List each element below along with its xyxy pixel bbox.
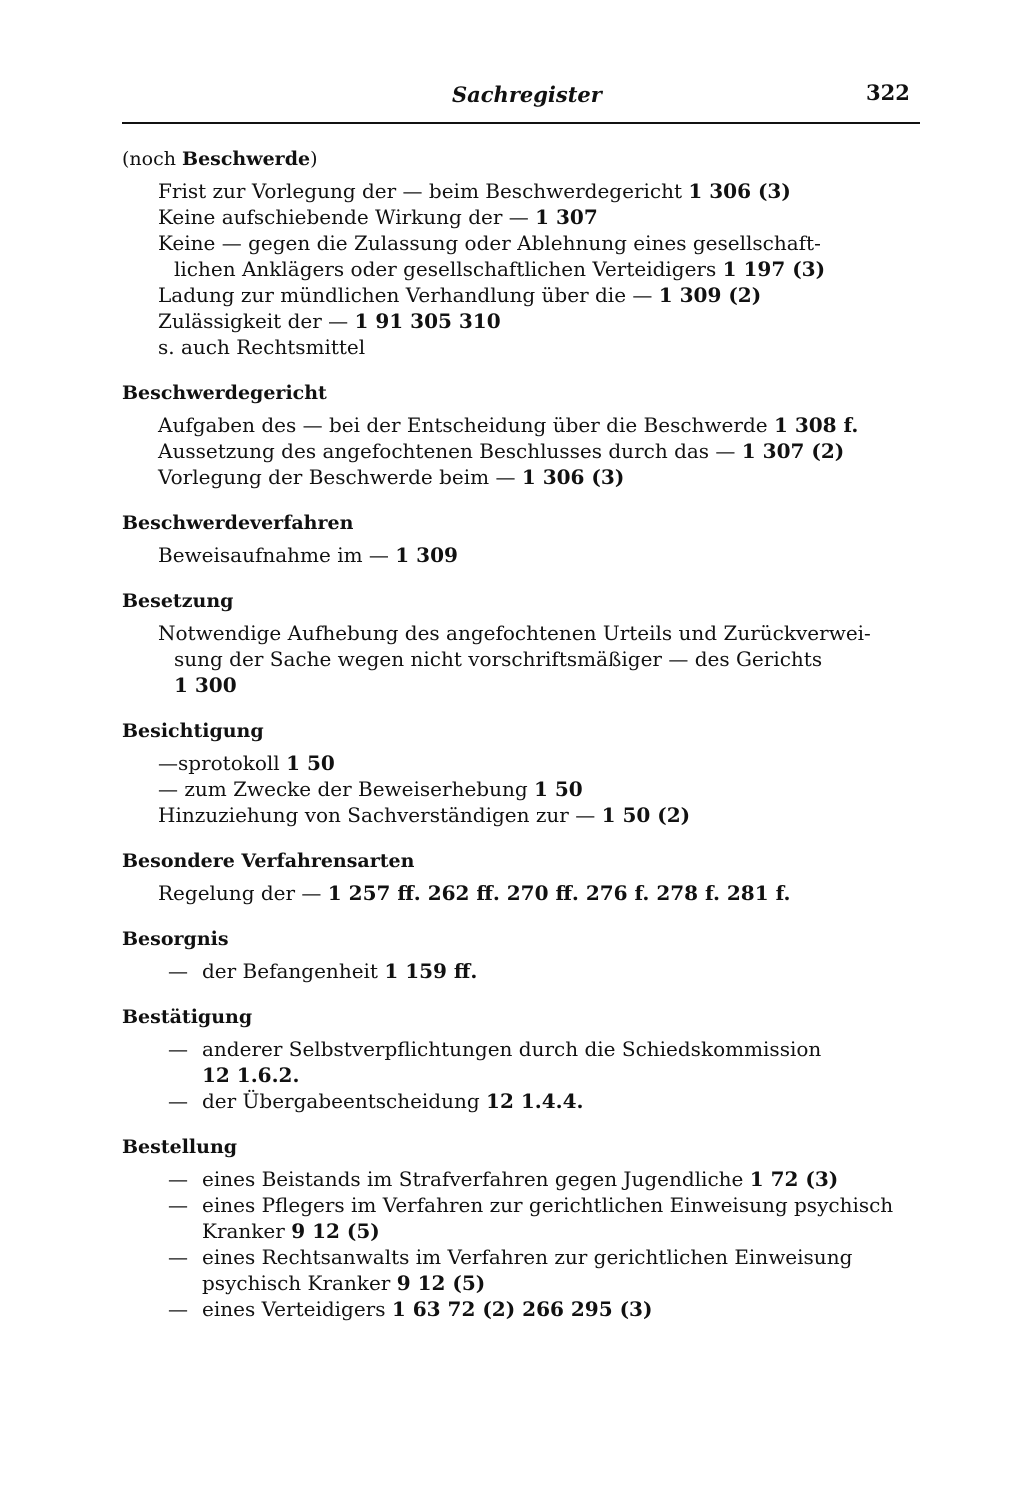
- index-entry: Notwendige Aufhebung des angefochtenen Urteils und Zurückverwei-: [158, 621, 871, 645]
- index-entry: Hinzuziehung von Sachverständigen zur — 1 50 (2): [158, 803, 691, 827]
- index-entry: — der Befangenheit 1 159 ff.: [168, 959, 478, 983]
- index-entry: — eines Rechtsanwalts im Verfahren zur gerichtlichen Einweisung psychisch Kranker 9 12 (5): [168, 1245, 853, 1295]
- index-section: [122, 510, 932, 568]
- section-heading: (noch Beschwerde): [122, 148, 318, 170]
- section-heading: Besorgnis: [122, 928, 229, 950]
- index-entry: — eines Verteidigers 1 63 72 (2) 266 295 (3): [168, 1297, 653, 1321]
- index-entry: Keine — gegen die Zulassung oder Ablehnung eines gesellschaft-: [158, 231, 821, 255]
- index-entry: s. auch Rechtsmittel: [158, 335, 366, 359]
- section-heading: Besichtigung: [122, 720, 264, 742]
- index-entry: Zulässigkeit der — 1 91 305 310: [158, 309, 501, 333]
- index-entry: Aufgaben des — bei der Entscheidung über die Beschwerde 1 308 f.: [158, 413, 859, 437]
- index-entry-continuation: sung der Sache wegen nicht vorschriftsmäßiger — des Gerichts: [174, 647, 823, 671]
- section-heading: Bestellung: [122, 1136, 238, 1158]
- running-header-title: Sachregister: [452, 82, 602, 107]
- index-entry: Regelung der — 1 257 ff. 262 ff. 270 ff. 276 f. 278 f. 281 f.: [158, 881, 791, 905]
- header-rule: [122, 122, 920, 124]
- index-section: [122, 718, 932, 828]
- index-entry: — eines Beistands im Strafverfahren gegen Jugendliche 1 72 (3): [168, 1167, 839, 1191]
- section-heading: Bestätigung: [122, 1006, 253, 1028]
- index-entry: — anderer Selbstverpflichtungen durch die Schiedskommission 12 1.6.2.: [168, 1037, 822, 1087]
- index-section: [122, 926, 932, 984]
- index-entry: —sprotokoll 1 50: [158, 751, 335, 775]
- index-section: [122, 146, 932, 360]
- index-entry: Ladung zur mündlichen Verhandlung über die — 1 309 (2): [158, 283, 762, 307]
- index-section: [122, 1004, 932, 1114]
- index-content: [122, 146, 932, 1342]
- section-heading: Beschwerdegericht: [122, 382, 327, 404]
- index-entry: Keine aufschiebende Wirkung der — 1 307: [158, 205, 598, 229]
- index-entry: Beweisaufnahme im — 1 309: [158, 543, 458, 567]
- index-entry: Frist zur Vorlegung der — beim Beschwerdegericht 1 306 (3): [158, 179, 791, 203]
- index-entry: Aussetzung des angefochtenen Beschlusses durch das — 1 307 (2): [158, 439, 845, 463]
- index-entry: — der Übergabeentscheidung 12 1.4.4.: [168, 1089, 584, 1113]
- index-entry-continuation: lichen Anklägers oder gesellschaftlichen Verteidigers 1 197 (3): [174, 257, 826, 281]
- page-number: 322: [866, 80, 910, 105]
- index-entry-continuation: 1 300: [174, 673, 237, 697]
- index-entry: — zum Zwecke der Beweiserhebung 1 50: [158, 777, 583, 801]
- index-section: [122, 848, 932, 906]
- index-section: [122, 380, 932, 490]
- index-entry: — eines Pflegers im Verfahren zur gerichtlichen Einweisung psychisch Kranker 9 12 (5): [168, 1193, 894, 1243]
- index-section: [122, 1134, 932, 1322]
- index-entry: Vorlegung der Beschwerde beim — 1 306 (3): [158, 465, 625, 489]
- section-heading: Besondere Verfahrensarten: [122, 850, 415, 872]
- index-section: [122, 588, 932, 698]
- section-heading: Beschwerdeverfahren: [122, 512, 354, 534]
- section-heading: Besetzung: [122, 590, 234, 612]
